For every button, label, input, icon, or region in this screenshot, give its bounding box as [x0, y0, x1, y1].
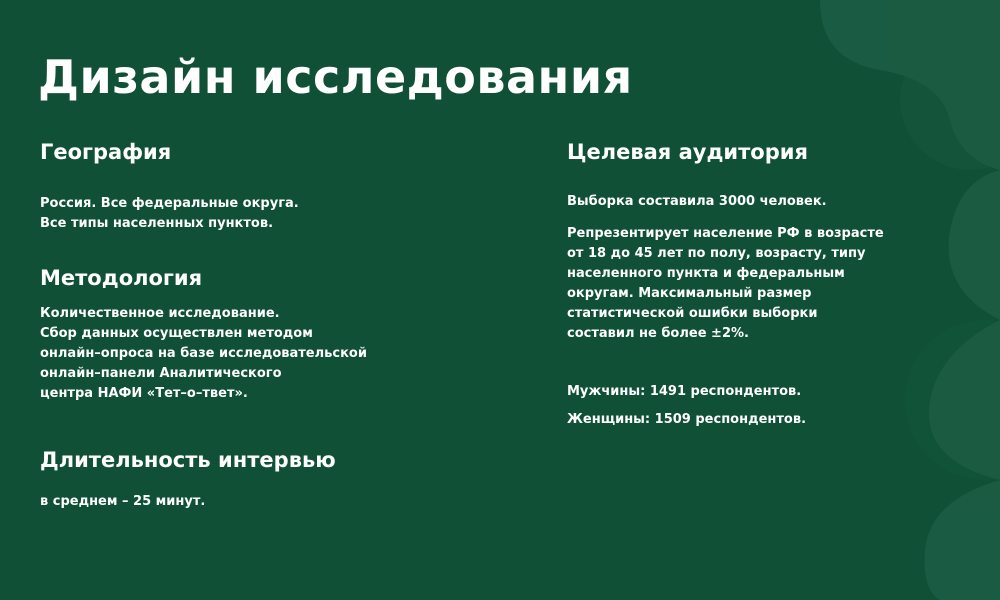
methodology-section [40, 266, 367, 404]
duration-heading: Длительность интервью [40, 448, 336, 472]
geography-line-2: Все типы населенных пунктов. [40, 216, 274, 231]
geography-section [40, 140, 299, 234]
methodology-line-4: онлайн–панели Аналитического [40, 366, 282, 381]
audience-section [567, 140, 884, 430]
audience-heading: Целевая аудитория [567, 140, 808, 164]
audience-line-1: Репрезентирует население РФ в возрасте [567, 226, 884, 241]
audience-women: Женщины: 1509 респондентов. [567, 412, 807, 427]
methodology-line-5: центра НАФИ «Тет–о–твет». [40, 386, 248, 401]
page-title: Дизайн исследования [38, 50, 633, 104]
methodology-line-3: онлайн–опроса на базе исследовательской [40, 346, 367, 361]
audience-line-3: населенного пункта и федеральным [567, 266, 845, 281]
audience-line-4: округам. Максимальный размер [567, 286, 812, 301]
audience-line-6: составил не более ±2%. [567, 326, 749, 341]
methodology-heading: Методология [40, 266, 203, 290]
duration-line-1: в среднем – 25 минут. [40, 494, 206, 509]
methodology-line-1: Количественное исследование. [40, 306, 280, 321]
audience-line-2: от 18 до 45 лет по полу, возрасту, типу [567, 246, 866, 261]
geography-heading: География [40, 140, 172, 164]
audience-men: Мужчины: 1491 респондентов. [567, 384, 802, 399]
geography-line-1: Россия. Все федеральные округа. [40, 196, 299, 211]
methodology-line-2: Сбор данных осуществлен методом [40, 326, 313, 341]
duration-section [40, 448, 336, 512]
audience-sample: Выборка составила 3000 человек. [567, 194, 827, 209]
audience-line-5: статистической ошибки выборки [567, 306, 818, 321]
